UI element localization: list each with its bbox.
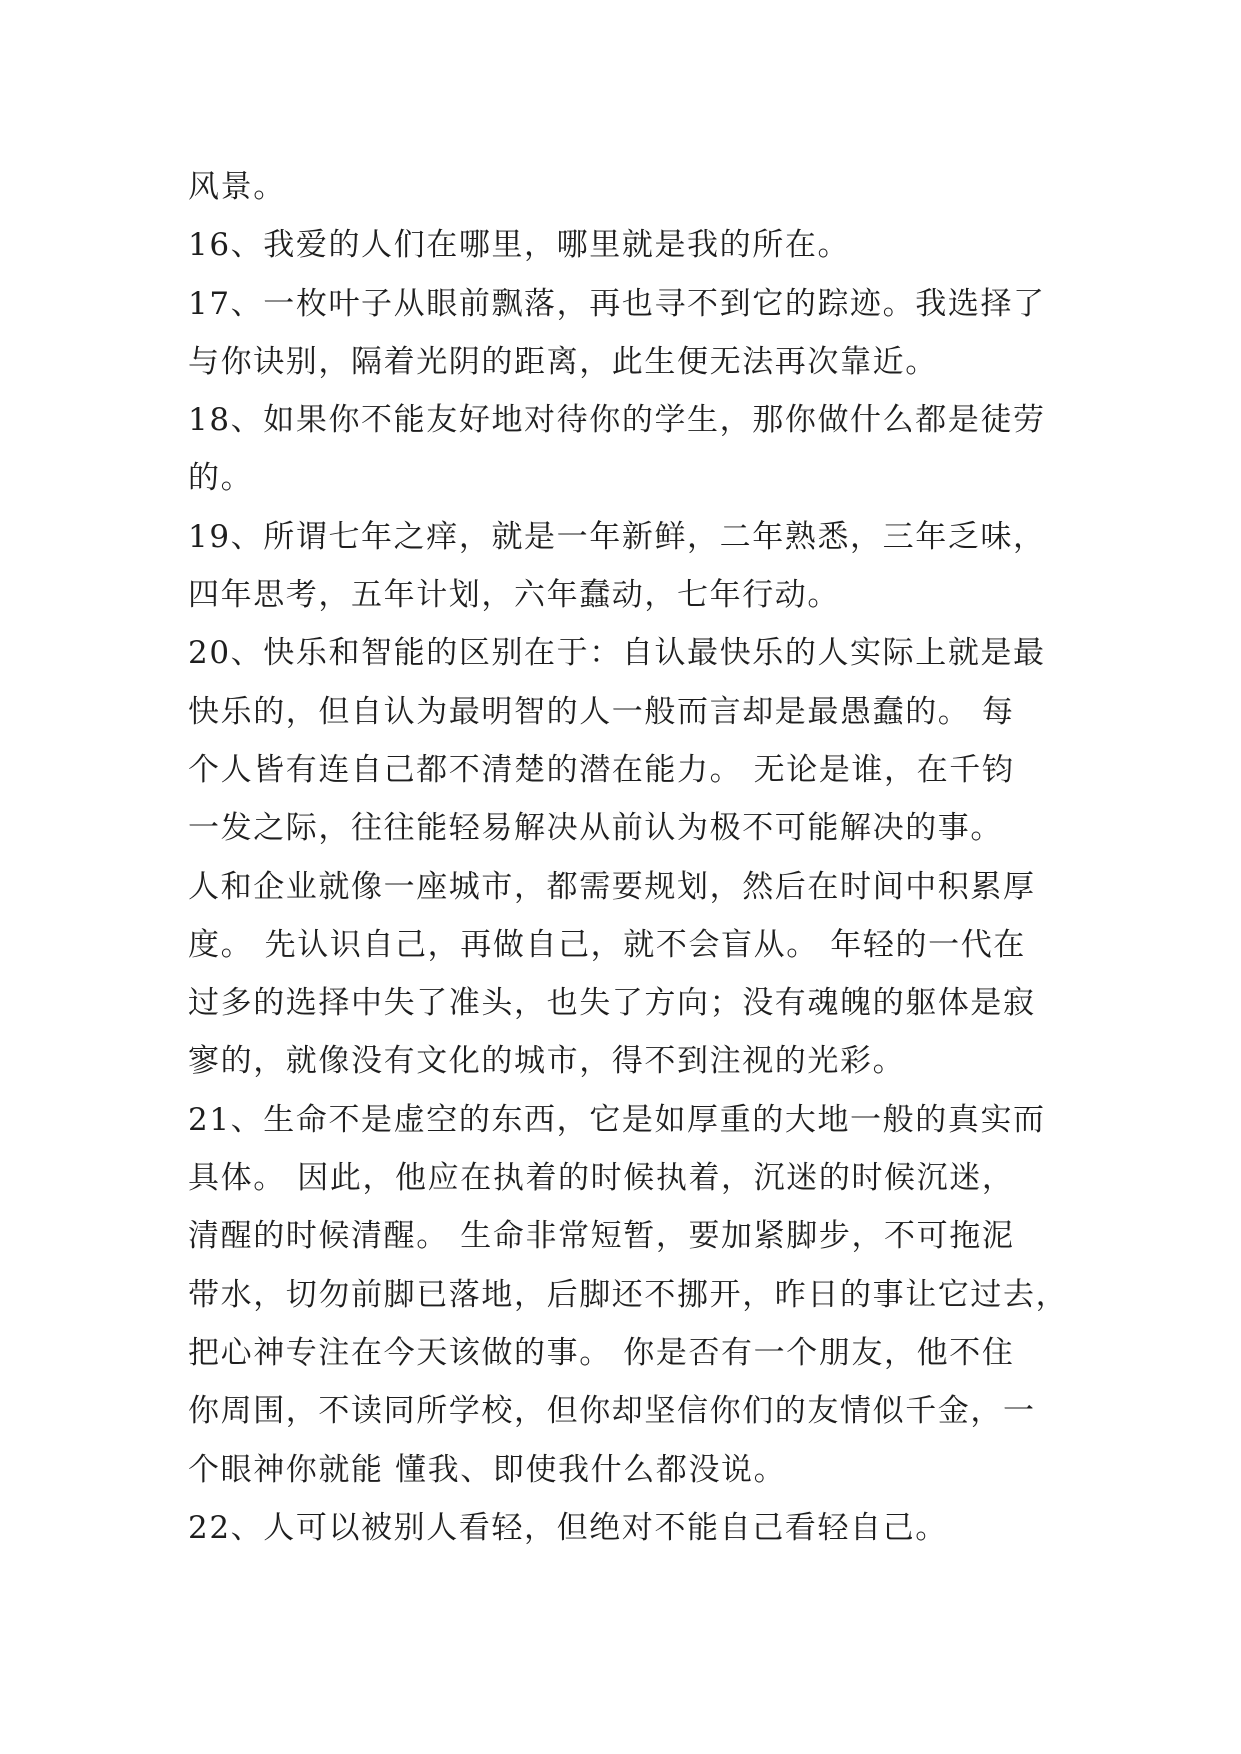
text-line: 一发之际，往往能轻易解决从前认为极不可能解决的事。 [188, 810, 1003, 847]
text-line: 把心神专注在今天该做的事。 你是否有一个朋友，他不住 [188, 1334, 1015, 1371]
text-line: 21、生命不是虚空的东西，它是如厚重的大地一般的真实而 [188, 1101, 1046, 1138]
text-line: 与你诀别，隔着光阴的距离，此生便无法再次靠近。 [188, 343, 938, 380]
text-line: 个眼神你就能 懂我、即使我什么都没说。 [188, 1451, 787, 1488]
text-line: 你周围，不读同所学校，但你却坚信你们的友情似千金，一 [188, 1393, 1036, 1430]
text-line: 18、如果你不能友好地对待你的学生，那你做什么都是徒劳 [188, 402, 1046, 439]
text-line: 20、快乐和智能的区别在于：自认最快乐的人实际上就是最 [188, 635, 1046, 672]
text-line: 度。 先认识自己，再做自己，就不会盲从。 年轻的一代在 [188, 926, 1026, 963]
text-line: 个人皆有连自己都不清楚的潜在能力。 无论是谁，在千钧 [188, 751, 1015, 788]
text-line: 人和企业就像一座城市，都需要规划，然后在时间中积累厚 [188, 868, 1036, 905]
text-line: 寥的，就像没有文化的城市，得不到注视的光彩。 [188, 1043, 906, 1080]
text-line: 17、一枚叶子从眼前飘落，再也寻不到它的踪迹。我选择了 [188, 285, 1046, 322]
text-line: 16、我爱的人们在哪里，哪里就是我的所在。 [188, 227, 851, 264]
text-line: 清醒的时候清醒。 生命非常短暂，要加紧脚步，不可拖泥 [188, 1218, 1015, 1255]
body-text [188, 158, 1069, 1557]
text-line: 22、人可以被别人看轻，但绝对不能自己看轻自己。 [188, 1509, 948, 1546]
text-line: 带水，切勿前脚已落地，后脚还不挪开，昨日的事让它过去， [188, 1276, 1069, 1313]
text-line: 四年思考，五年计划，六年蠢动，七年行动。 [188, 577, 840, 614]
text-line: 19、所谓七年之痒，就是一年新鲜，二年熟悉，三年乏味， [188, 518, 1046, 555]
text-line: 风景。 [188, 169, 286, 205]
text-line: 的。 [188, 460, 254, 497]
text-line: 过多的选择中失了准头，也失了方向；没有魂魄的躯体是寂 [188, 985, 1036, 1022]
text-line: 具体。 因此，他应在执着的时候执着，沉迷的时候沉迷， [188, 1160, 1015, 1197]
text-line: 快乐的，但自认为最明智的人一般而言却是最愚蠢的。 每 [188, 693, 1015, 730]
